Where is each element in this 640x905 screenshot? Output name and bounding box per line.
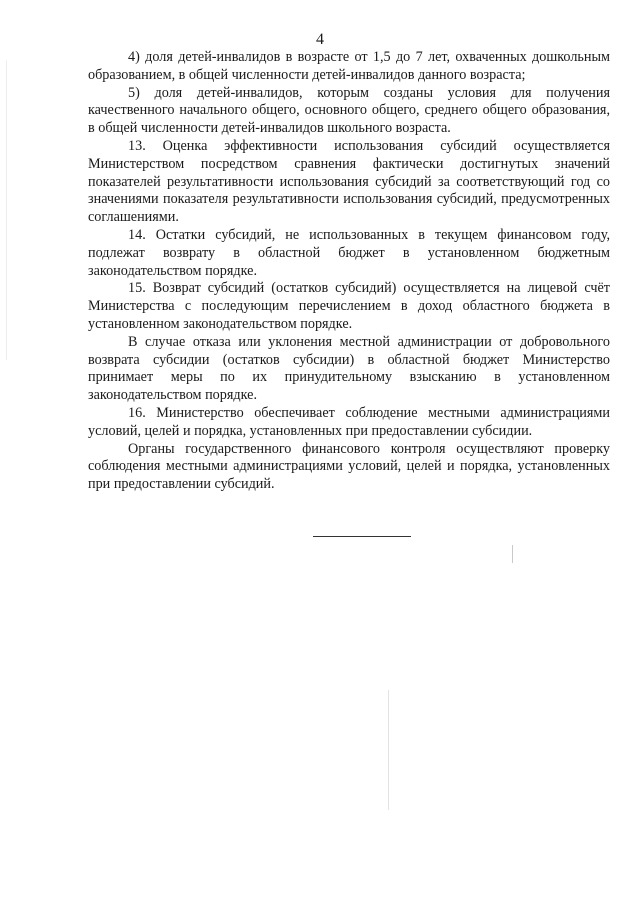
- paragraph-13: 13. Оценка эффективности использования субсидий осуществляется Министерством посредством сравнения фактически достигнутых значений показателей результативности использования субсидий за соответствующий год со значениями показателя результативности использования субсидий, предусмотренных соглашениями.: [88, 137, 610, 226]
- scan-artifact-line: [388, 690, 389, 810]
- paragraph-16: 16. Министерство обеспечивает соблюдение местными администрациями условий, целей и порядка, установленных при предоставлении субсидии.: [88, 404, 610, 439]
- paragraph-control-bodies: Органы государственного финансового контроля осуществляют проверку соблюдения местными администрациями условий, целей и порядка, установленных при предоставлении субсидий.: [88, 440, 610, 493]
- paragraph-15: 15. Возврат субсидий (остатков субсидий) осуществляется на лицевой счёт Министерства с последующим перечислением в доход областного бюджета в установленном законодательством порядке.: [88, 280, 610, 332]
- scan-artifact-line: [512, 545, 513, 563]
- paragraph-item-4: 4) доля детей-инвалидов в возрасте от 1,5 до 7 лет, охваченных дошкольным образованием, в общей численности детей-инвалидов данного возраста;: [88, 49, 610, 83]
- page-number: 4: [316, 31, 324, 48]
- end-divider-line: [313, 536, 411, 537]
- scan-artifact-line: [6, 60, 7, 360]
- paragraph-15-refusal: В случае отказа или уклонения местной администрации от добровольного возврата субсидии (остатков субсидии) в областной бюджет Министерство принимает меры по их принудительному взысканию в установленном законодательством порядке.: [88, 333, 610, 404]
- paragraph-14: 14. Остатки субсидий, не использованных в текущем финансовом году, подлежат возврату в областной бюджет в установленном бюджетным законодательством порядке.: [88, 226, 610, 279]
- paragraph-item-5: 5) доля детей-инвалидов, которым созданы условия для получения качественного начального общего, основного общего, среднего общего образования, в общей численности детей-инвалидов школьного возраста.: [88, 84, 610, 137]
- document-body: [88, 49, 610, 494]
